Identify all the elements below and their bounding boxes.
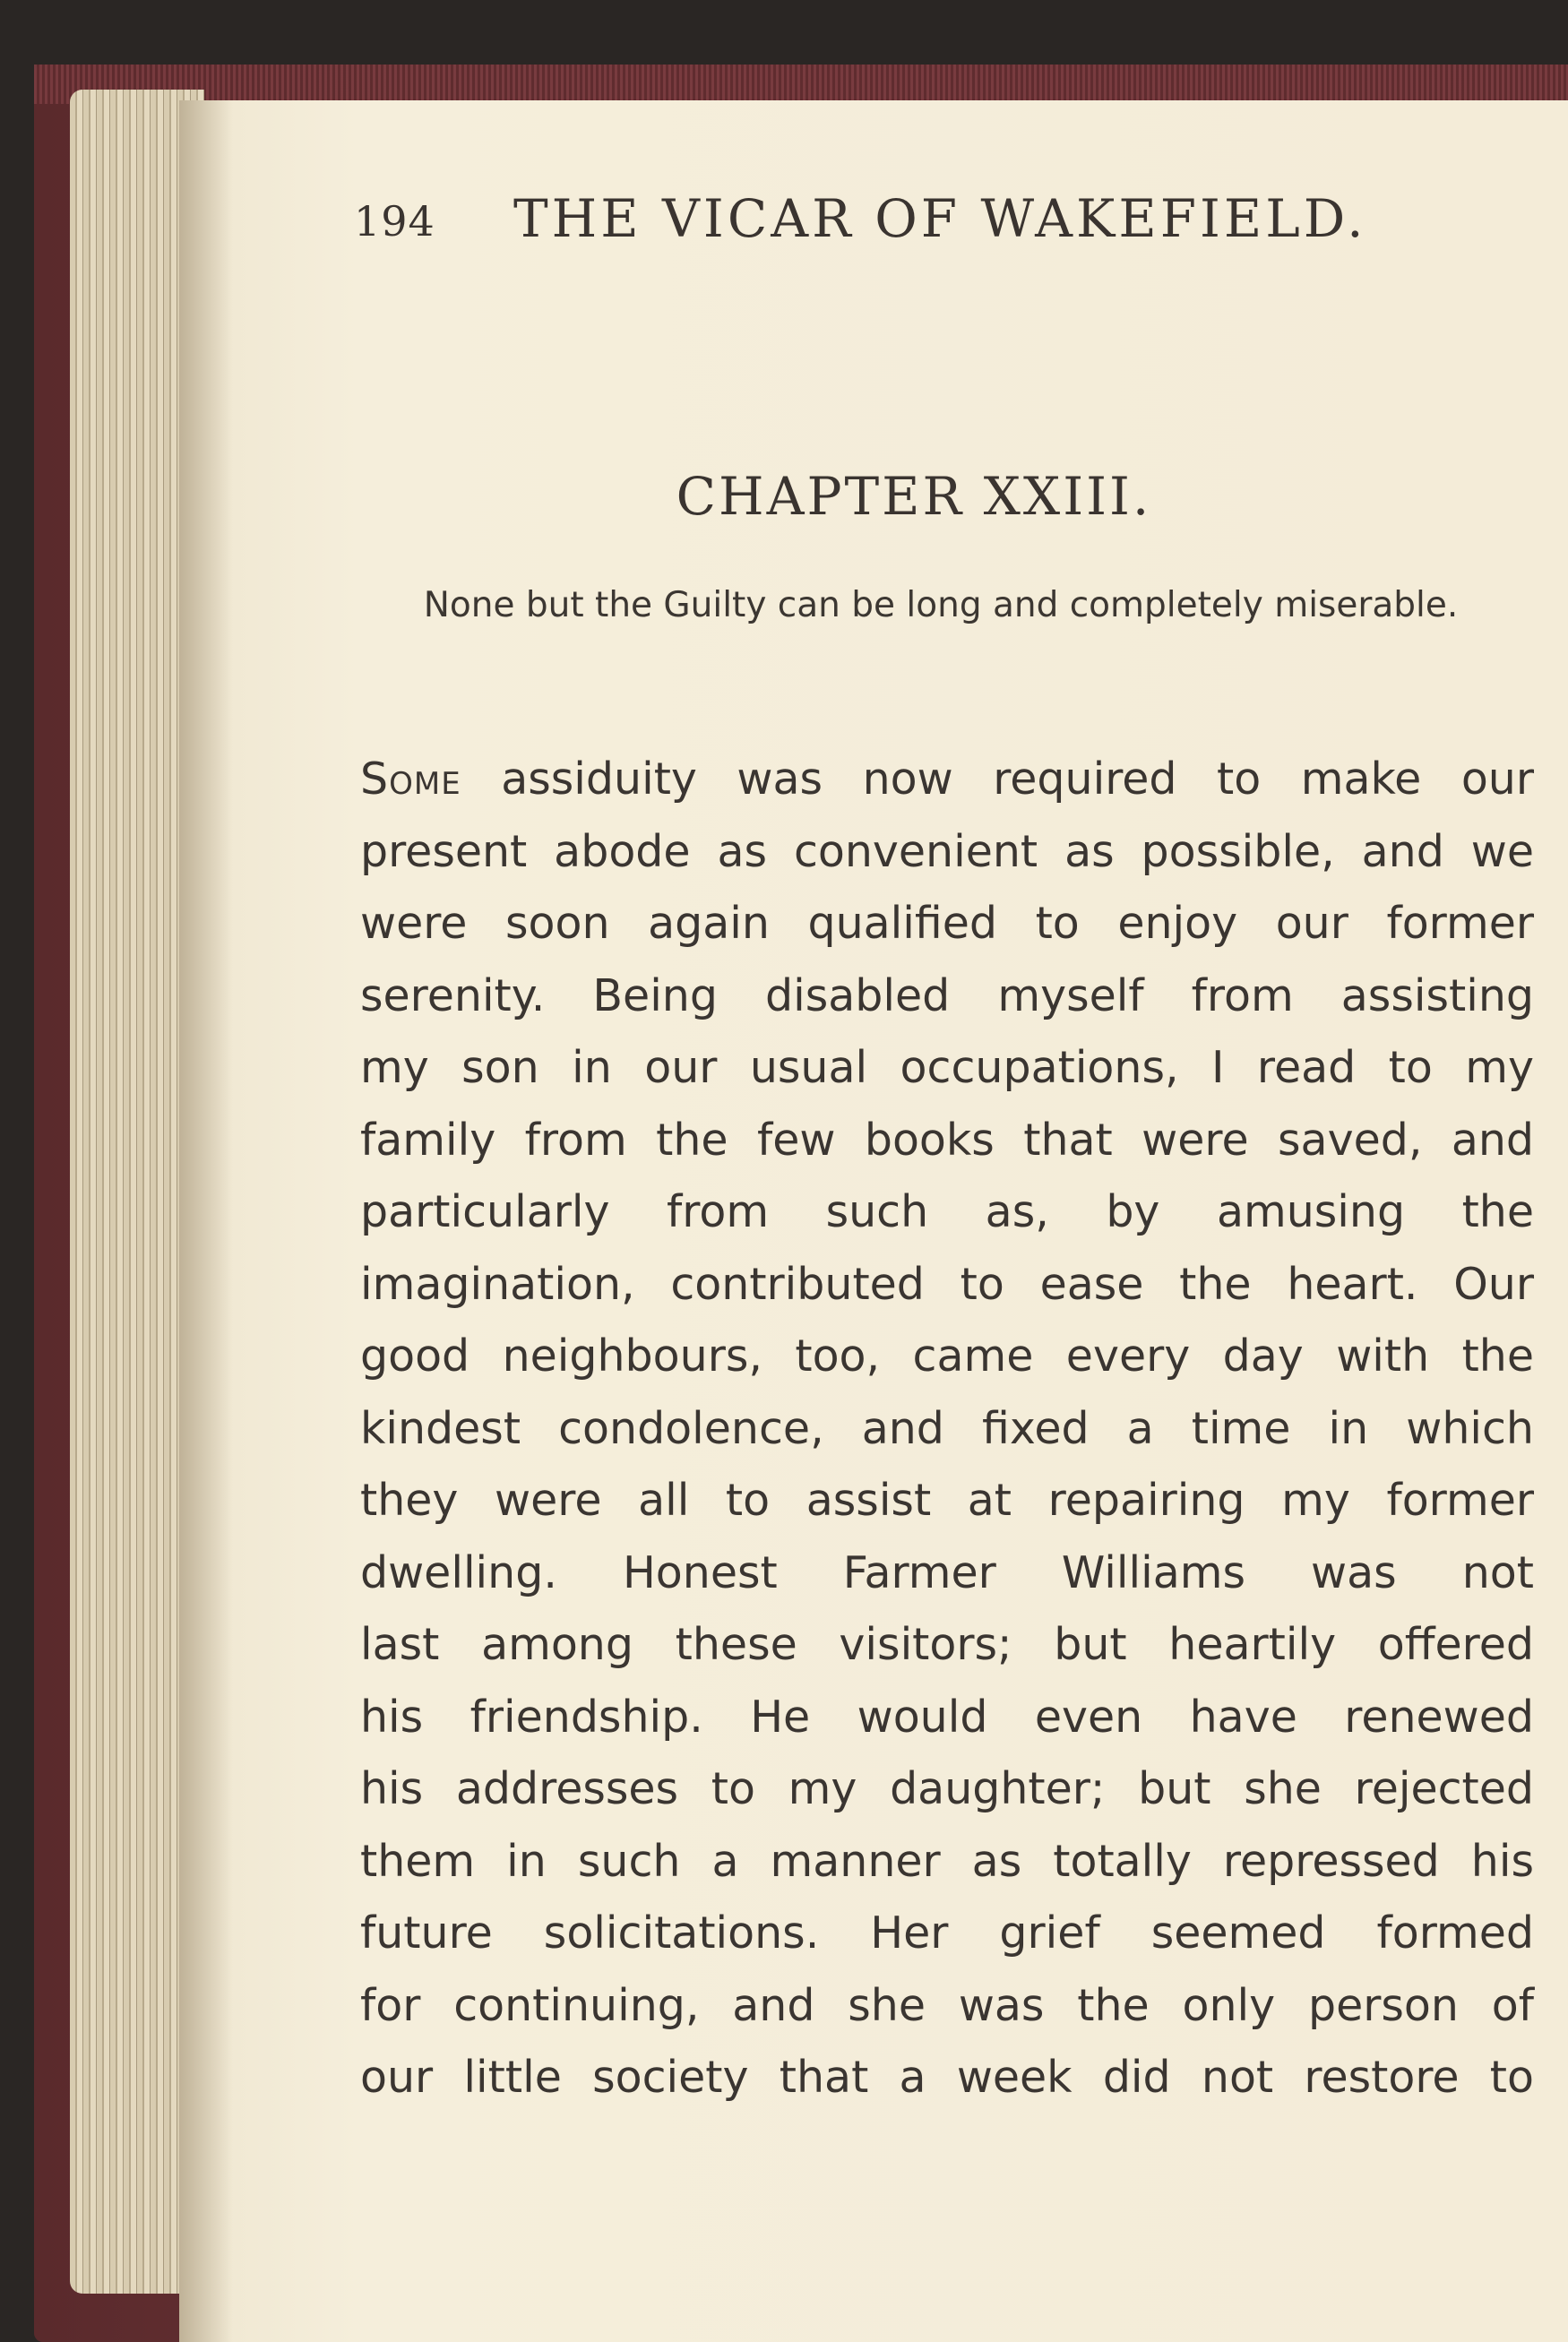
page-number: 194 (354, 197, 435, 245)
running-title: THE VICAR OF WAKEFIELD. (513, 188, 1367, 249)
text-line: particularly from such as, by amusing the (360, 1186, 1534, 1237)
text-line: dwelling. Honest Farmer Williams was not (360, 1546, 1534, 1598)
text-line: were soon again qualified to enjoy our former (360, 898, 1534, 949)
body-text (360, 744, 1534, 2114)
text-line: serenity. Being disabled myself from assisting (360, 969, 1534, 1021)
opening-word: Some (360, 753, 461, 805)
text-line: last among these visitors; but heartily offered (360, 1619, 1534, 1670)
text-line (360, 744, 1534, 816)
first-line-rest: assiduity was now required to make our (501, 753, 1535, 805)
text-line: them in such a manner as totally repressed his (360, 1835, 1534, 1887)
chapter-title: CHAPTER XXIII. (676, 466, 1152, 527)
text-line: kindest condolence, and fixed a time in which (360, 1402, 1534, 1454)
page-header (354, 188, 1465, 260)
text-line: future solicitations. Her grief seemed formed (360, 1907, 1534, 1959)
text-line: good neighbours, too, came every day with the (360, 1330, 1534, 1382)
text-line: family from the few books that were saved, and (360, 1114, 1534, 1166)
text-line: imagination, contributed to ease the heart. Our (360, 1258, 1534, 1310)
text-line: our little society that a week did not restore to (360, 2052, 1534, 2103)
text-line: my son in our usual occupations, I read to my (360, 1042, 1534, 1093)
text-line: present abode as convenient as possible, and we (360, 825, 1534, 877)
page-gutter-shadow (179, 100, 233, 2342)
chapter-epigraph: None but the Guilty can be long and completely miserable. (423, 585, 1459, 625)
text-line: his friendship. He would even have renewed (360, 1691, 1534, 1743)
text-line: they were all to assist at repairing my former (360, 1475, 1534, 1526)
text-line: for continuing, and she was the only person of (360, 1979, 1534, 2031)
text-line: his addresses to my daughter; but she rejected (360, 1763, 1534, 1814)
cover-cloth-edge (34, 65, 1568, 104)
